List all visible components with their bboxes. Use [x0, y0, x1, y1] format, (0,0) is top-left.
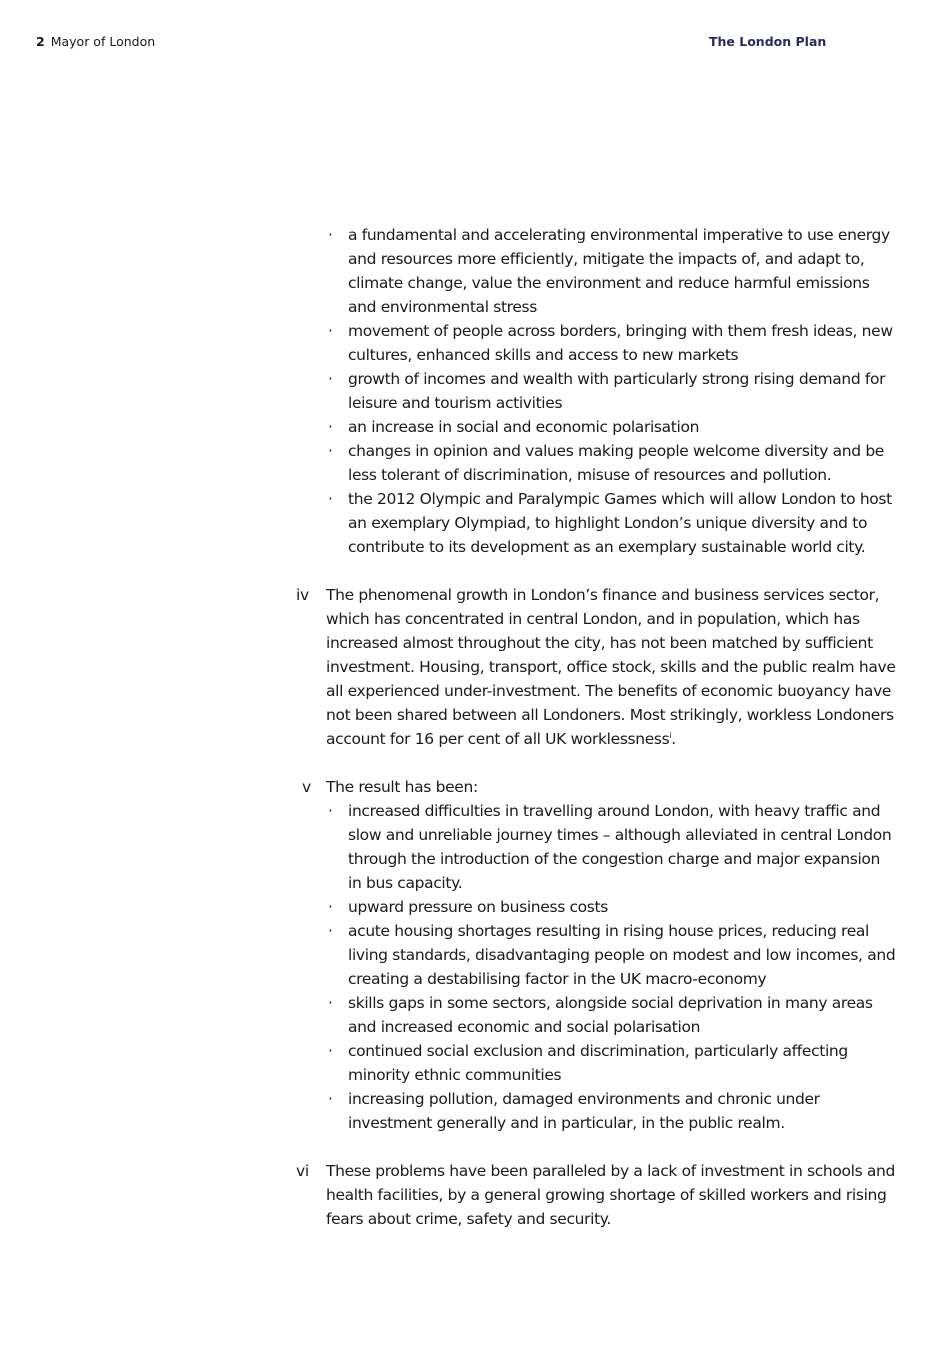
list-item-text: a fundamental and accelerating environmental imperative to use energy and resources more efficiently, mitigate the impacts of, and adapt to, climate change, value the environment and reduce harmful emissions and environmental stress: [348, 226, 890, 316]
paragraph-text: The result has been:: [326, 778, 478, 796]
paragraph-vi: [296, 1159, 896, 1231]
list-item-text: movement of people across borders, bringing with them fresh ideas, new cultures, enhanced skills and access to new markets: [348, 322, 893, 364]
page-number: 2: [36, 34, 45, 49]
list-item: [328, 1087, 896, 1135]
list-item-text: increasing pollution, damaged environments and chronic under investment generally and in particular, in the public realm.: [348, 1090, 820, 1132]
bullet-icon: ·: [328, 418, 333, 436]
bullet-icon: ·: [328, 1090, 333, 1108]
bullet-icon: ·: [328, 1042, 333, 1060]
bullet-icon: ·: [328, 994, 333, 1012]
paragraph-text: The phenomenal growth in London’s finance and business services sector, which has concentrated in central London, and in population, which has increased almost throughout the city, has not been matched by sufficient investment. Housing, transport, office stock, skills and the public realm have all experienced under-investment. The benefits of economic buoyancy have not been shared between all Londoners. Most strikingly, workless Londoners account for 16 per cent of all UK worklessness: [326, 586, 896, 748]
list-item-text: growth of incomes and wealth with particularly strong rising demand for leisure and tourism activities: [348, 370, 886, 412]
paragraph-v: [296, 775, 896, 799]
bullet-icon: ·: [328, 898, 333, 916]
list-item: [328, 367, 896, 415]
bullet-icon: ·: [328, 922, 333, 940]
bullet-icon: ·: [328, 226, 333, 244]
bullet-icon: ·: [328, 490, 333, 508]
paragraph-number: iv: [296, 586, 309, 604]
list-item: [328, 439, 896, 487]
bullet-icon: ·: [328, 802, 333, 820]
list-item-text: changes in opinion and values making people welcome diversity and be less tolerant of discrimination, misuse of resources and pollution.: [348, 442, 884, 484]
bullet-list-v: [296, 799, 896, 1135]
paragraph-number: v: [302, 778, 311, 796]
list-item-text: an increase in social and economic polarisation: [348, 418, 700, 436]
list-item: [328, 895, 896, 919]
list-item-text: acute housing shortages resulting in rising house prices, reducing real living standards, disadvantaging people on modest and low incomes, and creating a destabilising factor in the UK macro-economy: [348, 922, 896, 988]
list-item-text: skills gaps in some sectors, alongside social deprivation in many areas and increased economic and social polarisation: [348, 994, 873, 1036]
list-item: [328, 319, 896, 367]
list-item-text: upward pressure on business costs: [348, 898, 608, 916]
list-item-text: continued social exclusion and discrimination, particularly affecting minority ethnic communities: [348, 1042, 848, 1084]
paragraph-number: vi: [296, 1162, 309, 1180]
list-item: [328, 991, 896, 1039]
list-item: [328, 799, 896, 895]
running-header-left: [36, 34, 155, 49]
list-item: [328, 487, 896, 559]
footnote-reference[interactable]: i: [669, 730, 672, 740]
page-body: [296, 223, 896, 1231]
list-item: [328, 919, 896, 991]
bullet-list-top: [296, 223, 896, 559]
list-item-text: the 2012 Olympic and Paralympic Games which will allow London to host an exemplary Olympiad, to highlight London’s unique diversity and to contribute to its development as an exemplary sustainable world city.: [348, 490, 892, 556]
bullet-icon: ·: [328, 442, 333, 460]
publisher-name: Mayor of London: [50, 34, 156, 49]
list-item: [328, 223, 896, 319]
bullet-icon: ·: [328, 322, 333, 340]
document-title: The London Plan: [709, 34, 827, 49]
paragraph-text: These problems have been paralleled by a lack of investment in schools and health facilities, by a general growing shortage of skilled workers and rising fears about crime, safety and security.: [326, 1162, 896, 1228]
list-item-text: increased difficulties in travelling around London, with heavy traffic and slow and unreliable journey times – although alleviated in central London through the introduction of the congestion charge and major expansion in bus capacity.: [348, 802, 892, 892]
list-item: [328, 415, 896, 439]
paragraph-iv: iv The phenomenal growth in London’s finance and business services sector, which has concentrated in central London, and in population, which has increased almost throughout the city, has not been matched by sufficient investment. Housing, transport, office stock, skills and the public realm have all experienced under-investment. The benefits of economic buoyancy have not been shared between all Londoners. Most strikingly, workless Londoners account for 16 per cent of all UK worklessness$^i$.: [296, 583, 896, 751]
bullet-icon: ·: [328, 370, 333, 388]
list-item: [328, 1039, 896, 1087]
